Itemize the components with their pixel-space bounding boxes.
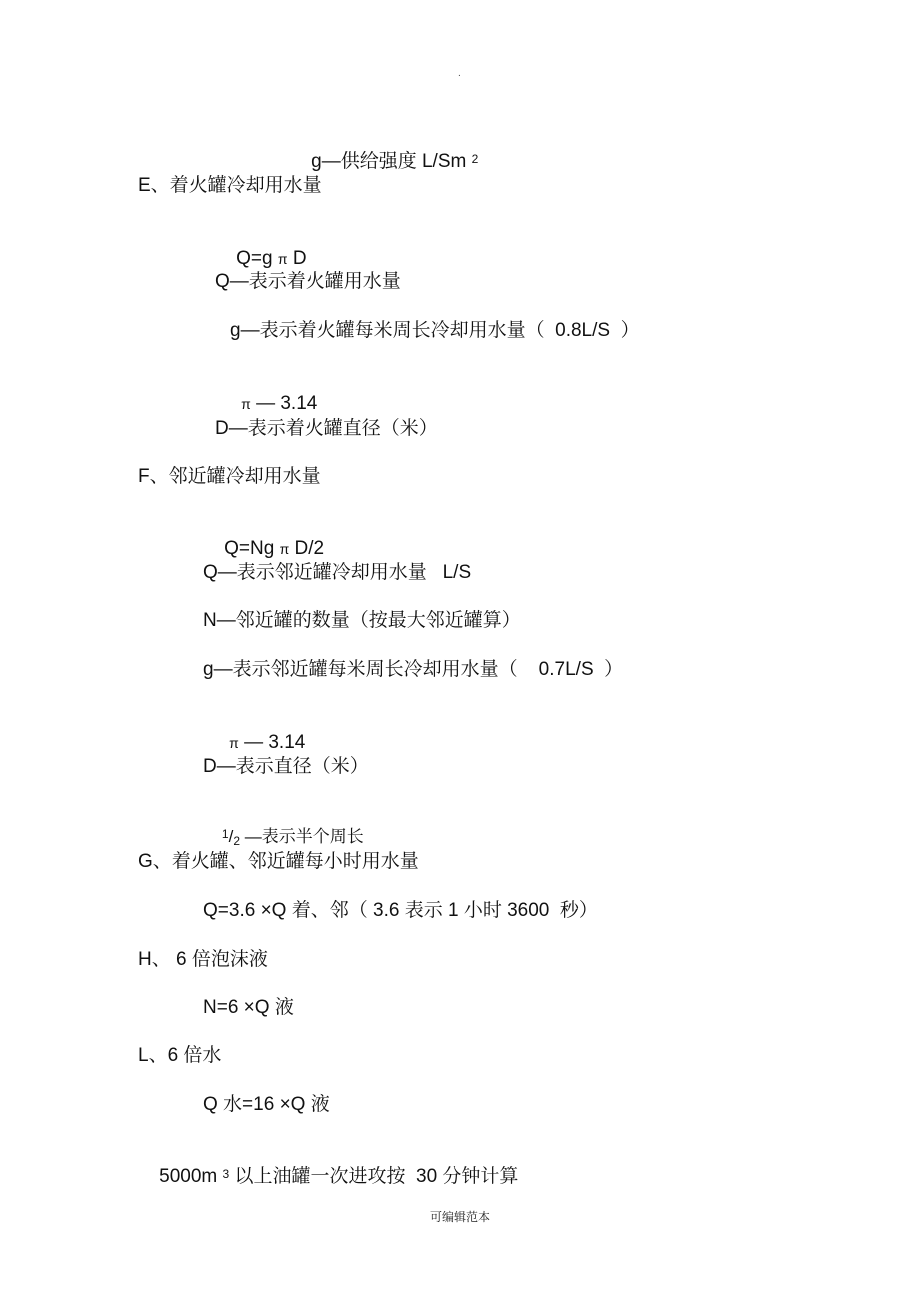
formula-q-fire-tank: Q=g π D	[236, 248, 307, 269]
definition-line: g—表示着火罐每米周长冷却用水量（ 0.8L/S ）	[230, 320, 640, 341]
formula-line-g-intensity: g—供给强度 L/Sm $^2$	[311, 151, 479, 172]
definition-line: g—表示邻近罐每米周长冷却用水量（ 0.7L/S ）	[203, 659, 624, 680]
definition-line-pi: π — 3.14	[229, 732, 306, 753]
formula-foam: N=6 ×Q 液	[203, 997, 294, 1018]
header-mark: .	[458, 68, 461, 79]
section-heading-h: H、 6 倍泡沫液	[138, 949, 268, 970]
formula-hourly-water: Q=3.6 ×Q 着、邻（ 3.6 表示 1 小时 3600 秒）	[203, 900, 598, 921]
formula-q-adjacent-tank: Q=Ng π D/2	[224, 538, 325, 559]
definition-line: N—邻近罐的数量（按最大邻近罐算）	[203, 610, 521, 631]
definition-line: D—表示直径（米）	[203, 756, 369, 777]
section-heading-f: F、邻近罐冷却用水量	[138, 466, 321, 487]
section-heading-l: L、6 倍水	[138, 1045, 222, 1066]
definition-line: Q—表示邻近罐冷却用水量 L/S	[203, 562, 472, 583]
formula-water: Q 水=16 ×Q 液	[203, 1094, 330, 1115]
definition-line-half: $^1/_2$ —表示半个周长	[221, 827, 364, 848]
section-heading-g: G、着火罐、邻近罐每小时用水量	[138, 851, 419, 872]
definition-line-pi: π — 3.14	[241, 393, 318, 414]
definition-line: Q—表示着火罐用水量	[215, 271, 401, 292]
page-footer: 可编辑范本	[429, 1210, 490, 1224]
note-line: 5000m $^3$ 以上油罐一次进攻按 30 分钟计算	[159, 1166, 519, 1187]
section-heading-e: E、着火罐冷却用水量	[138, 175, 322, 196]
definition-line: D—表示着火罐直径（米）	[215, 418, 438, 439]
